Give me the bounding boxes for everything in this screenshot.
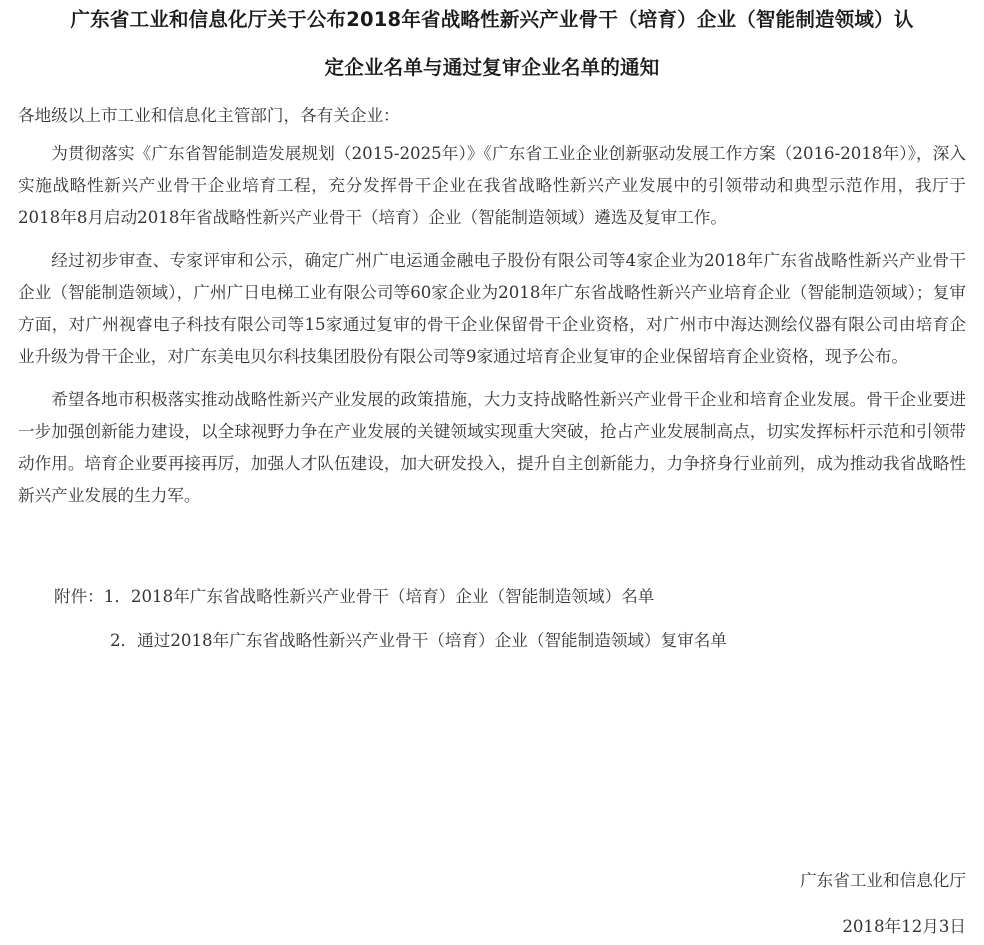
attachment-item-2[interactable]: 2．通过2018年广东省战略性新兴产业骨干（培育）企业（智能制造领域）复审名单: [110, 631, 727, 650]
title-line-1: 广东省工业和信息化厅关于公布2018年省战略性新兴产业骨干（培育）企业（智能制造领域）认: [70, 8, 914, 31]
paragraph-intro: 为贯彻落实《广东省智能制造发展规划（2015-2025年）》《广东省工业企业创新驱动发展工作方案（2016-2018年）》，深入实施战略性新兴产业骨干企业培育工程，充分发挥骨干企业在我省战略性新兴产业发展中的引领带动和典型示范作用，我厅于2018年8月启动2018年省战略性新兴产业骨干（培育）企业（智能制造领域）遴选及复审工作。: [18, 144, 966, 227]
signature-organization: 广东省工业和信息化厅: [800, 871, 966, 890]
paragraph-expectations: 希望各地市积极落实推动战略性新兴产业发展的政策措施，大力支持战略性新兴产业骨干企业和培育企业发展。骨干企业要进一步加强创新能力建设，以全球视野力争在产业发展的关键领域实现重大突破，抢占产业发展制高点，切实发挥标杆示范和引领带动作用。培育企业要再接再厉，加强人才队伍建设，加大研发投入，提升自主创新能力，力争挤身行业前列，成为推动我省战略性新兴产业发展的生力军。: [18, 390, 966, 505]
document-body: [18, 100, 966, 657]
document-title: [18, 0, 966, 92]
salutation: 各地级以上市工业和信息化主管部门，各有关企业：: [18, 106, 400, 125]
attachments-list: [18, 581, 966, 657]
attachment-item-1[interactable]: 附件：1．2018年广东省战略性新兴产业骨干（培育）企业（智能制造领域）名单: [54, 587, 655, 606]
paragraph-results: 经过初步审查、专家评审和公示，确定广州广电运通金融电子股份有限公司等4家企业为2018年广东省战略性新兴产业骨干企业（智能制造领域），广州广日电梯工业有限公司等60家企业为2018年广东省战略性新兴产业培育企业（智能制造领域）；复审方面，对广州视睿电子科技有限公司等15家通过复审的骨干企业保留骨干企业资格，对广州市中海达测绘仪器有限公司由培育企业升级为骨干企业，对广东美电贝尔科技集团股份有限公司等9家通过培育企业复审的企业保留培育企业资格，现予公布。: [18, 251, 966, 366]
signature-date: 2018年12月3日: [842, 917, 966, 936]
title-line-2: 定企业名单与通过复审企业名单的通知: [324, 56, 660, 79]
